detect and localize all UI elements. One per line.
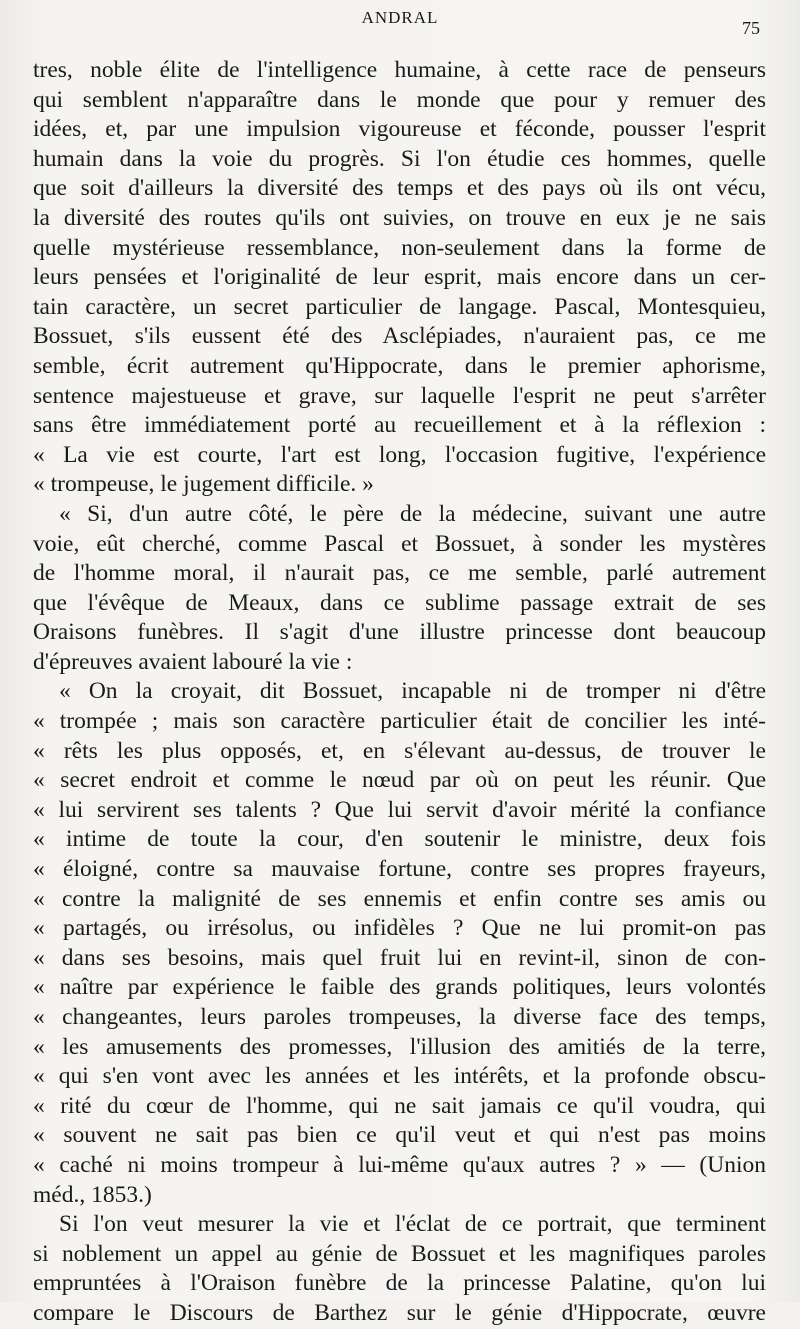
text-line: « contre la malignité de ses ennemis et enfin contre ses amis ou — [33, 885, 766, 912]
text-line: de l'homme moral, il n'aurait pas, ce me semble, parlé autrement — [33, 560, 766, 587]
text-line: « qui s'en vont avec les années et les intérêts, et la profonde obscu- — [33, 1063, 766, 1090]
text-line: « Si, d'un autre côté, le père de la médecine, suivant une autre — [59, 500, 766, 527]
text-line: leurs pensées et l'originalité de leur esprit, mais encore dans un cer- — [33, 264, 766, 291]
text-line: tres, noble élite de l'intelligence humaine, à cette race de penseurs — [33, 57, 766, 83]
text-line: tain caractère, un secret particulier de langage. Pascal, Montesquieu, — [33, 293, 766, 320]
text-line: semble, écrit autrement qu'Hippocrate, dans le premier aphorisme, — [33, 352, 766, 379]
text-line: la diversité des routes qu'ils ont suivies, on trouve en eux je ne sais — [33, 204, 766, 231]
text-line: « changeantes, leurs paroles trompeuses, la diverse face des temps, — [33, 1004, 766, 1030]
text-line: sentence majestueuse et grave, sur laquelle l'esprit ne peut s'arrêter — [33, 382, 766, 409]
page-number: 75 — [742, 18, 760, 38]
text-line: Oraisons funèbres. Il s'agit d'une illustre princesse dont beaucoup — [33, 619, 766, 646]
text-line: « intime de toute la cour, d'en soutenir le ministre, deux fois — [33, 826, 766, 853]
text-line: « La vie est courte, l'art est long, l'occasion fugitive, l'expérience — [33, 441, 766, 468]
text-line: empruntées à l'Oraison funèbre de la princesse Palatine, qu'on lui — [33, 1270, 766, 1297]
text-line: qui semblent n'apparaître dans le monde que pour y remuer des — [33, 86, 766, 113]
text-line: idées, et, par une impulsion vigoureuse et féconde, pousser l'esprit — [33, 116, 766, 143]
text-line: « partagés, ou irrésolus, ou infidèles ? Que ne lui promit-on pas — [33, 915, 766, 942]
text-line: « éloigné, contre sa mauvaise fortune, contre ses propres frayeurs, — [33, 856, 766, 883]
text-line: « rêts les plus opposés, et, en s'élevant au-dessus, de trouver le — [33, 737, 766, 764]
text-line: sans être immédiatement porté au recueillement et à la réflexion : — [33, 412, 766, 439]
text-line: humain dans la voie du progrès. Si l'on étudie ces hommes, quelle — [33, 145, 766, 172]
text-line: que l'évêque de Meaux, dans ce sublime passage extrait de ses — [33, 589, 766, 616]
text-line: compare le Discours de Barthez sur le génie d'Hippocrate, œuvre — [33, 1299, 766, 1326]
text-line: que soit d'ailleurs la diversité des temps et des pays où ils ont vécu, — [33, 175, 766, 202]
text-line: d'épreuves avaient labouré la vie : — [33, 648, 353, 675]
text-line: « trompée ; mais son caractère particulier était de concilier les inté- — [33, 708, 766, 735]
text-line: quelle mystérieuse ressemblance, non-seulement dans la forme de — [33, 234, 766, 261]
body-text — [33, 56, 766, 1329]
text-line: « naître par expérience le faible des grands politiques, leurs volontés — [33, 974, 766, 1001]
text-line: « dans ses besoins, mais quel fruit lui en revint-il, sinon de con- — [33, 944, 766, 971]
text-line: méd., 1853.) — [33, 1181, 152, 1208]
text-line: « rité du cœur de l'homme, qui ne sait jamais ce qu'il voudra, qui — [33, 1092, 766, 1119]
text-line: « souvent ne sait pas bien ce qu'il veut et qui n'est pas moins — [33, 1122, 766, 1149]
text-line: « On la croyait, dit Bossuet, incapable ni de tromper ni d'être — [59, 678, 766, 705]
text-line: « secret endroit et comme le nœud par où on peut les réunir. Que — [33, 767, 766, 794]
text-line: « les amusements des promesses, l'illusion des amitiés de la terre, — [33, 1033, 766, 1060]
text-line: si noblement un appel au génie de Bossuet et les magnifiques paroles — [33, 1240, 766, 1267]
text-line: « caché ni moins trompeur à lui-même qu'aux autres ? » — (Union — [33, 1151, 766, 1178]
text-line: voie, eût cherché, comme Pascal et Bossuet, à sonder les mystères — [33, 530, 766, 557]
running-title: ANDRAL — [361, 8, 439, 27]
text-line: Si l'on veut mesurer la vie et l'éclat de ce portrait, que terminent — [59, 1211, 766, 1238]
text-line: Bossuet, s'ils eussent été des Asclépiades, n'auraient pas, ce me — [33, 323, 766, 350]
text-line: « lui servirent ses talents ? Que lui servit d'avoir mérité la confiance — [33, 796, 766, 823]
text-line: « trompeuse, le jugement difficile. » — [33, 471, 374, 498]
